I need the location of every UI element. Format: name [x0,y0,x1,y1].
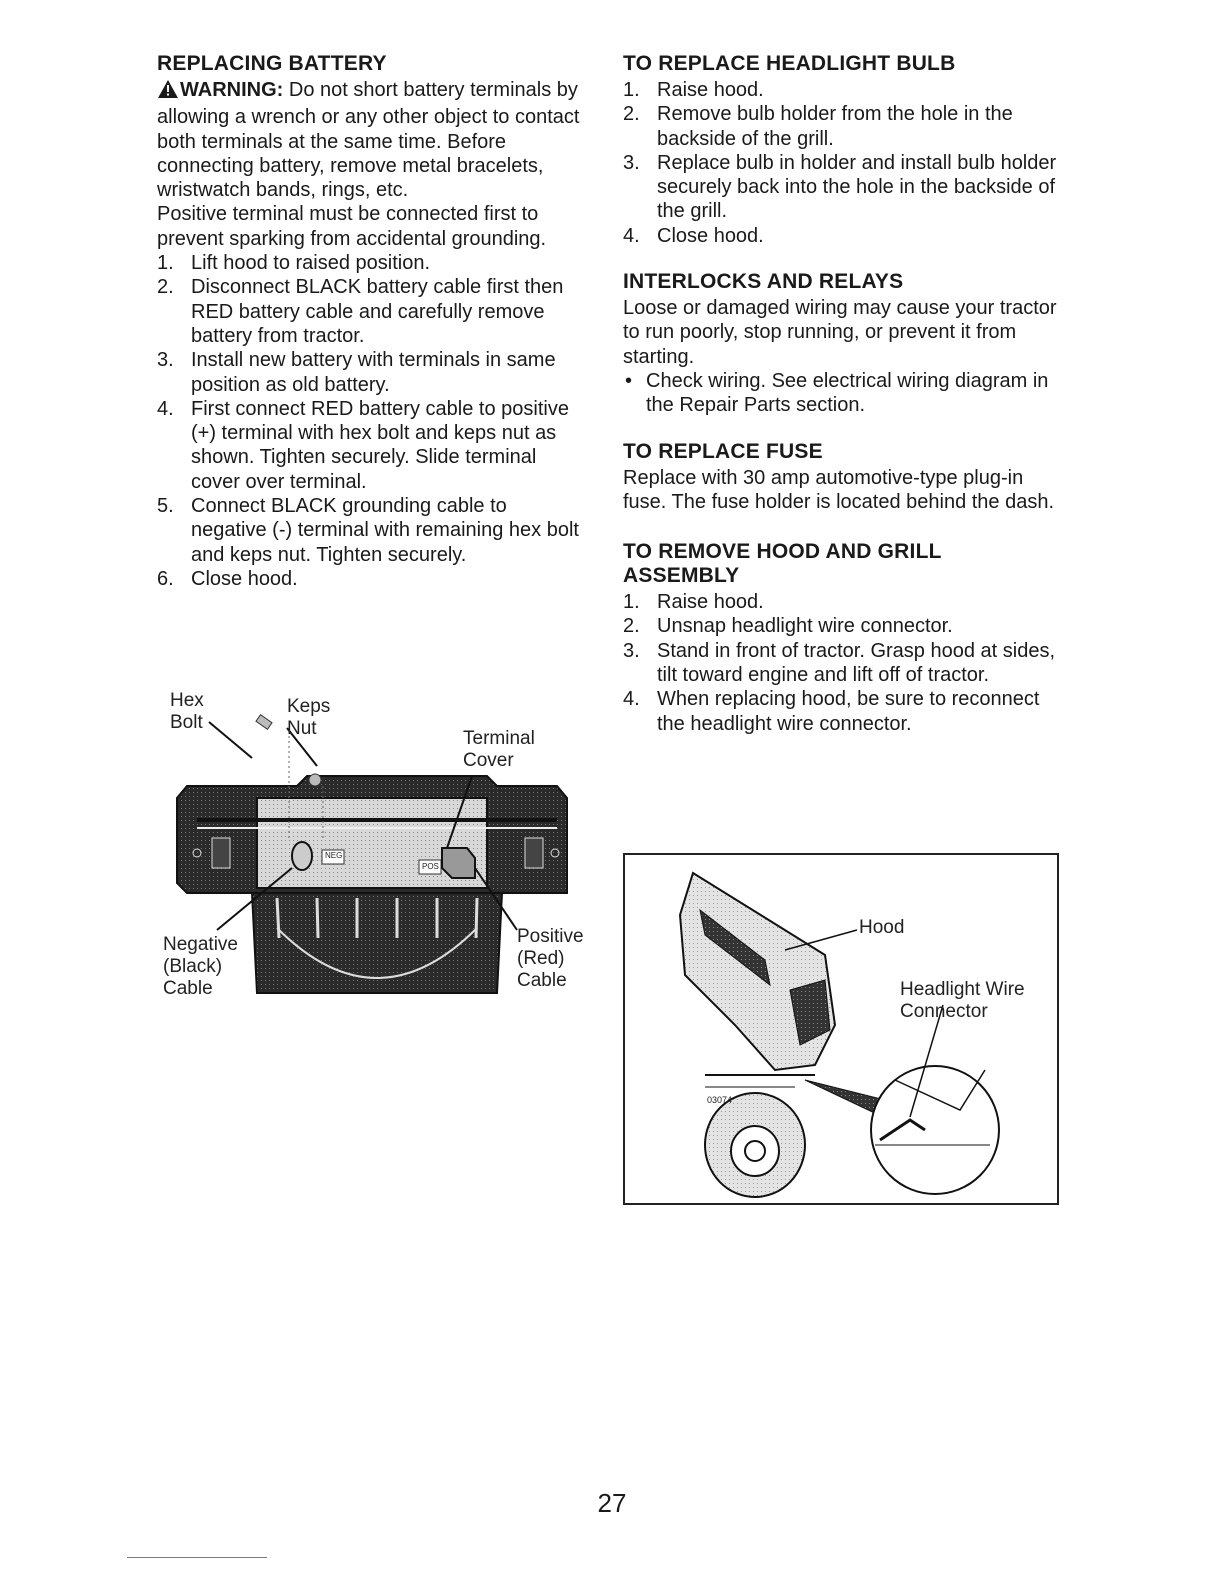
left-column [157,52,587,613]
replacing-battery-section [157,52,587,591]
interlocks-title: INTERLOCKS AND RELAYS [623,270,904,294]
hood-figure [623,853,1059,1205]
pos-tag: POS [422,862,439,871]
positive-cable-label: Positive (Red) Cable [517,926,584,991]
list-item: 2. Unsnap headlight wire connector. [623,615,953,638]
headlight-steps [623,78,1063,248]
fuse-section [623,440,1063,515]
replacing-battery-title: REPLACING BATTERY [157,52,387,75]
right-column [623,52,1063,758]
hex-bolt-label: Hex Bolt [170,690,204,733]
hood-steps [623,590,1063,736]
footer-line [127,1557,267,1558]
terminal-cover-label: Terminal Cover [463,728,535,771]
interlocks-text: Loose or damaged wiring may cause your tractor to run poorly, stop running, or prevent it from starting. [623,297,1057,368]
warning-paragraph [157,78,587,202]
list-item: 2. Disconnect BLACK battery cable first then RED battery cable and carefully remove battery from tractor. [157,276,564,347]
fuse-title: TO REPLACE FUSE [623,439,823,463]
warning-text: Do not short battery terminals by allowing a wrench or any other object to contact both terminals at the same time. Before connecting battery, remove metal bracelets, wristwatch bands, rings, etc. [157,79,580,202]
warning-label: WARNING: [180,79,284,101]
list-item: 1. Raise hood. [623,79,764,101]
interlocks-section [623,270,1063,417]
keps-nut-label: Keps Nut [287,696,331,739]
list-item: • Check wiring. See electrical wiring diagram in the Repair Parts section. [625,369,1049,417]
list-item: 4. When replacing hood, be sure to reconnect the headlight wire connector. [623,688,1040,735]
figure-code: 03074 [707,1095,733,1105]
list-item: 6. Close hood. [157,567,298,590]
hood-section [623,540,1063,736]
hood-title: TO REMOVE HOOD AND GRILL ASSEMBLY [623,540,942,588]
battery-steps [157,251,587,591]
neg-tag: NEG [325,851,343,860]
hood-label: Hood [859,917,905,938]
list-item: 5. Connect BLACK grounding cable to negative (-) terminal with remaining hex bolt and keps nut. Tighten securely. [157,495,579,566]
fuse-text: Replace with 30 amp automotive-type plug-in fuse. The fuse holder is located behind the dash. [623,466,1055,513]
list-item: 3. Replace bulb in holder and install bulb holder securely back into the hole in the backside of the grill. [623,151,1057,223]
headlight-connector-label: Headlight Wire Connector [900,979,1025,1022]
list-item: 4. Close hood. [623,224,764,247]
warning-icon [157,79,179,105]
hood-illustration [625,855,1057,1203]
positive-terminal-note: Positive terminal must be connected first to prevent sparking from accidental grounding. [157,203,547,250]
list-item: 3. Stand in front of tractor. Grasp hood at sides, tilt toward engine and lift off of tractor. [623,639,1055,687]
negative-cable-label: Negative (Black) Cable [163,934,238,999]
page-number: 27 [597,1488,627,1518]
list-item: 3. Install new battery with terminals in same position as old battery. [157,349,556,396]
headlight-section [623,52,1063,248]
headlight-title: TO REPLACE HEADLIGHT BULB [623,52,956,75]
list-item: 1. Raise hood. [623,591,764,614]
battery-figure [157,688,597,1008]
list-item: 4. First connect RED battery cable to positive (+) terminal with hex bolt and keps nut as shown. Tighten securely. Slide terminal cover over terminal. [157,397,569,493]
list-item: 1. Lift hood to raised position. [157,252,431,275]
list-item: 2. Remove bulb holder from the hole in the backside of the grill. [623,103,1013,150]
